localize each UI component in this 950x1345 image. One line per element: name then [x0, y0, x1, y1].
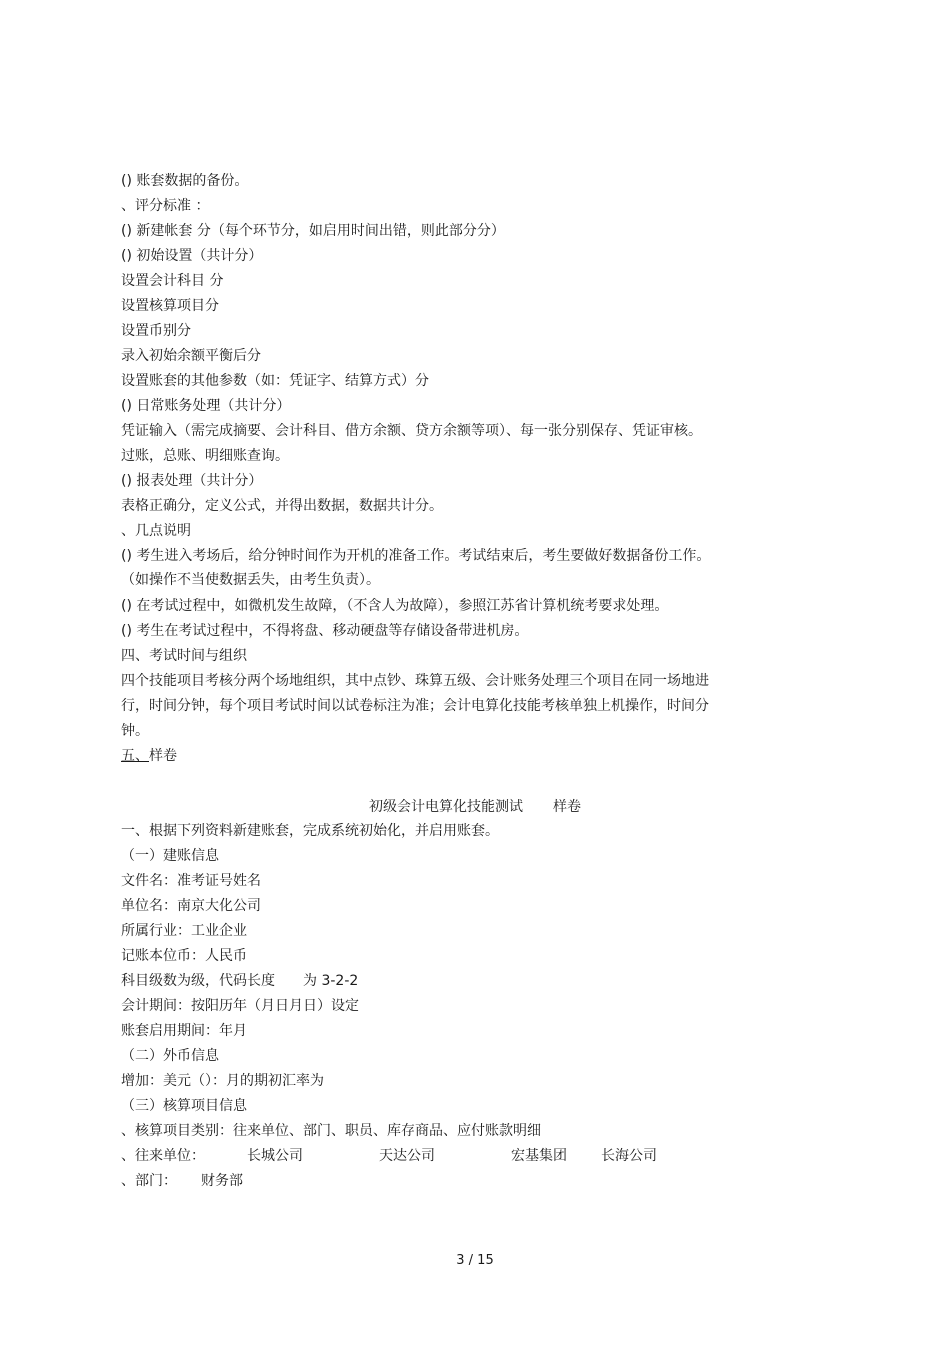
- unit-item: 长海公司: [601, 1148, 657, 1164]
- unit-item: 天达公司: [379, 1148, 435, 1164]
- text-line: 表格正确分，定义公式，并得出数据，数据共计分。: [121, 498, 443, 514]
- sample-title-suffix: 样卷: [553, 799, 581, 815]
- text-line: 录入初始余额平衡后分: [121, 348, 261, 364]
- text-line: 设置币别分: [121, 323, 191, 339]
- text-fragment: 、往来单位：: [121, 1148, 205, 1164]
- text-line: 账套启用期间：年月: [121, 1023, 247, 1039]
- text-line: （二）外币信息: [121, 1048, 219, 1064]
- text-line: 记账本位币：人民币: [121, 948, 247, 964]
- text-line: 所属行业：工业企业: [121, 923, 247, 939]
- section-title: 样卷: [149, 748, 177, 764]
- text-line: () 日常账务处理（共计分）: [121, 398, 291, 414]
- text-fragment: 科目级数为级，代码长度: [121, 973, 275, 989]
- text-line: 、核算项目类别：往来单位、部门、职员、库存商品、应付账款明细: [121, 1123, 541, 1139]
- text-fragment: 为 3-2-2: [303, 973, 359, 989]
- text-line: 四个技能项目考核分两个场地组织，其中点钞、珠算五级、会计账务处理三个项目在同一场地进: [121, 673, 709, 689]
- text-line: （一）建账信息: [121, 848, 219, 864]
- text-line: 一、根据下列资料新建账套，完成系统初始化，并启用账套。: [121, 823, 499, 839]
- text-line: () 报表处理（共计分）: [121, 473, 263, 489]
- sample-title-main: 初级会计电算化技能测试: [369, 799, 523, 815]
- unit-item: 长城公司: [247, 1148, 303, 1164]
- text-line: () 考生在考试过程中，不得将盘、移动硬盘等存储设备带进机房。: [121, 623, 529, 639]
- text-line: 会计期间：按阳历年（月日月日）设定: [121, 998, 359, 1014]
- text-line: 增加：美元（）：月的期初汇率为: [121, 1073, 324, 1089]
- section-heading: [121, 746, 177, 766]
- text-line: () 初始设置（共计分）: [121, 248, 263, 264]
- text-fragment: 、部门：: [121, 1173, 177, 1189]
- text-line: （如操作不当使数据丢失，由考生负责）。: [121, 572, 380, 588]
- section-heading: 四、考试时间与组织: [121, 648, 247, 664]
- text-line: 行，时间分钟，每个项目考试时间以试卷标注为准；会计电算化技能考核单独上机操作，时间分: [121, 698, 709, 714]
- text-line: [121, 1171, 243, 1191]
- text-line: （三）核算项目信息: [121, 1098, 247, 1114]
- text-line: 设置会计科目 分: [121, 273, 224, 289]
- text-line: 单位名：南京大化公司: [121, 898, 261, 914]
- text-line: 、几点说明: [121, 523, 191, 539]
- text-line: 钟。: [121, 723, 149, 739]
- text-line: 文件名：准考证号姓名: [121, 873, 261, 889]
- text-line: 凭证输入（需完成摘要、会计科目、借方余额、贷方余额等项）、每一张分别保存、凭证审核。: [121, 423, 702, 439]
- text-line: () 新建帐套 分（每个环节分，如启用时间出错，则此部分分）: [121, 223, 505, 239]
- section-number: 五、: [121, 748, 149, 764]
- page-number: 3 / 15: [456, 1253, 494, 1268]
- text-line: () 在考试过程中，如微机发生故障，（不含人为故障），参照江苏省计算机统考要求处理。: [121, 598, 669, 614]
- text-line: () 账套数据的备份。: [121, 173, 249, 189]
- text-line: [121, 971, 358, 991]
- unit-item: 宏基集团: [511, 1148, 567, 1164]
- text-line: 设置账套的其他参数（如：凭证字、结算方式）分: [121, 373, 429, 389]
- text-line: () 考生进入考场后，给分钟时间作为开机的准备工作。考试结束后，考生要做好数据备份工作。: [121, 548, 711, 564]
- text-line: 、评分标准 ：: [121, 198, 210, 214]
- text-line: 设置核算项目分: [121, 298, 219, 314]
- text-line: 过账，总账、明细账查询。: [121, 448, 289, 464]
- department-item: 财务部: [201, 1173, 243, 1189]
- text-line: [121, 1146, 657, 1166]
- sample-title: [0, 797, 950, 817]
